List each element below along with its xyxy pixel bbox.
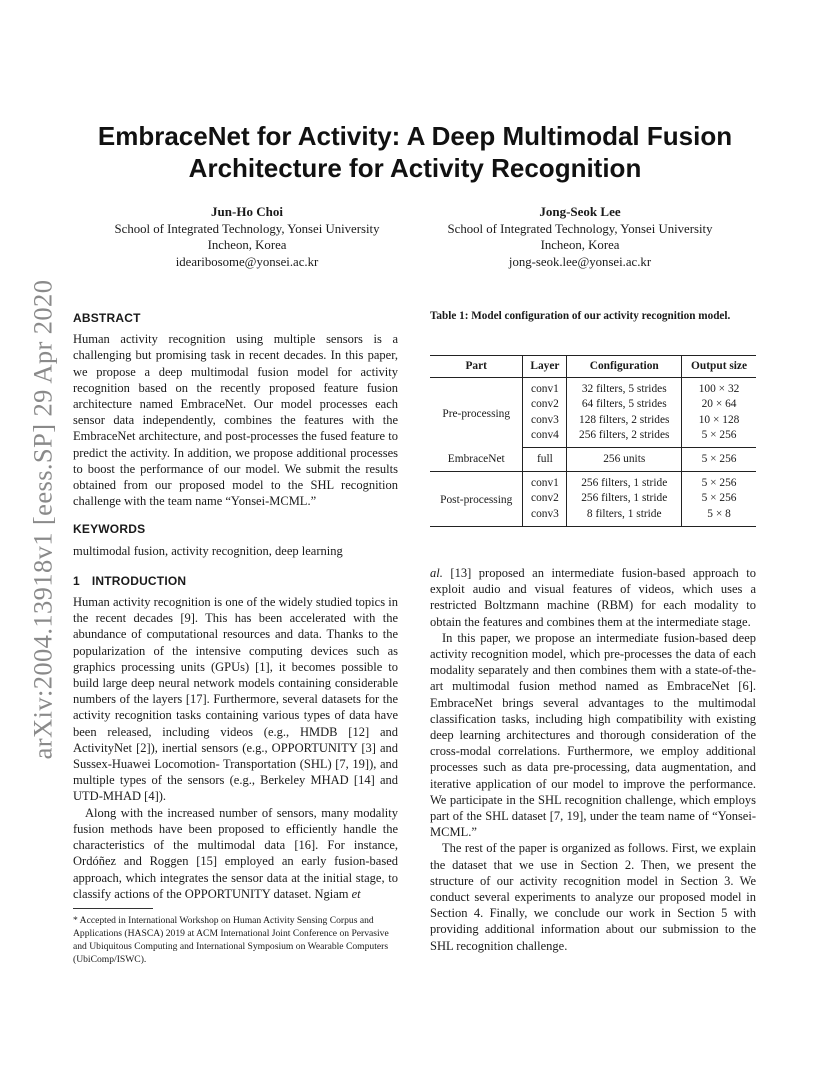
part-cell: Pre-processing [430, 378, 523, 448]
part-cell: EmbraceNet [430, 448, 523, 472]
intro-paragraph-2-continued [430, 565, 756, 630]
footnote-rule [73, 908, 153, 909]
right-column [430, 565, 756, 954]
abstract-text: Human activity recognition using multiple sensors is a challenging but promising task in recent decades. In this paper, we propose a deep multimodal fusion model for activity recognition based on the recently proposed feature fusion architecture named EmbraceNet. Our model processes each sensor data independently, combines the features with the EmbraceNet architecture, and post-processes the fused feature to predict the activity. In addition, we propose additional processes to boost the performance of our model. We submit the results obtained from our proposed model to the SHL recognition challenge with the team name “Yonsei-MCML.” [73, 332, 398, 509]
intro-paragraph-2-continued-text: [13] proposed an intermediate fusion-based approach to exploit audio and visual features of videos, which uses a restricted Boltzmann machine (RBM) for each modality to obtain the features and combines them at the intermediate stage. [430, 566, 756, 629]
output-cell: 5 × 256 [682, 448, 756, 472]
header-layer: Layer [523, 356, 567, 378]
intro-paragraph-3: In this paper, we propose an intermediate fusion-based deep activity recognition model, which pre-processes the data of each modality separately and then combines them with a state-of-the-art multimodal fusion method named as EmbraceNet [6]. EmbraceNet brings several advantages to the multimodal classification tasks, including high compatibility with existing deep learning architectures and thorough consideration of the cross-modal correlations. Furthermore, we employ additional processes such as data pre-processing, data augmentation, and iterative application of our model to improve the performance. We participate in the SHL recognition challenge, which employs part of the SHL dataset [7, 19], under the team name of “Yonsei-MCML.” [430, 630, 756, 840]
left-column [73, 310, 398, 902]
header-output-size: Output size [682, 356, 756, 378]
header-part: Part [430, 356, 523, 378]
table-caption: Table 1: Model configuration of our activity recognition model. [430, 310, 731, 322]
author-location: Incheon, Korea [207, 238, 287, 252]
config-cell: 256 filters, 1 stride [567, 472, 682, 492]
output-cell: 10 × 128 [698, 413, 740, 426]
arxiv-stamp-text: arXiv:2004.13918v1 [eess.SP] 29 Apr 2020 [27, 279, 58, 759]
output-cell: 5 × 8 [707, 507, 731, 520]
output-cell: 5 × 256 [682, 428, 756, 448]
author-block-1 [72, 204, 422, 270]
layer-cell: conv3 [523, 507, 567, 527]
intro-paragraph-2-text: Along with the increased number of sensors, many modality fusion methods have been proposed to efficiently handle the characteristics of the multimodal data [16]. For instance, Ordóñez and Roggen [15] employed an early fusion-based approach, which integrates the sensor data at the initial stage, to classify actions of the OPPORTUNITY dataset. Ngiam [73, 805, 398, 901]
layer-cell: conv2 [523, 397, 567, 412]
config-cell: 8 filters, 1 stride [567, 507, 682, 527]
keywords-text: multimodal fusion, activity recognition, deep learning [73, 543, 343, 558]
output-cell: 100 × 32 [698, 383, 740, 396]
section-number: 1 [73, 573, 80, 588]
table-header-row [430, 356, 756, 378]
layer-cell: conv4 [523, 428, 567, 448]
config-cell: 256 filters, 1 stride [567, 491, 682, 506]
intro-paragraph-2 [73, 805, 398, 902]
layer-cell: conv1 [523, 378, 567, 398]
table-row [430, 448, 756, 472]
table-row [430, 378, 756, 398]
header-configuration: Configuration [567, 356, 682, 378]
author-name: Jong-Seok Lee [539, 204, 621, 219]
intro-paragraph-2-continued-italic: al. [430, 566, 443, 580]
title-line-2: Architecture for Activity Recognition [188, 153, 642, 183]
layer-cell: full [523, 448, 567, 472]
output-cell: 5 × 256 [701, 477, 737, 490]
part-cell: Post-processing [430, 472, 523, 527]
configuration-table [430, 355, 756, 527]
author-location: Incheon, Korea [540, 238, 620, 252]
author-email: idearibosome@yonsei.ac.kr [175, 254, 319, 269]
layer-cell: conv2 [523, 491, 567, 506]
section-title: INTRODUCTION [91, 573, 187, 588]
table-row [430, 472, 756, 492]
config-cell: 256 filters, 2 strides [567, 428, 682, 448]
output-cell: 20 × 64 [701, 398, 737, 411]
intro-paragraph-2-italic: et [351, 886, 361, 901]
layer-cell: conv1 [523, 472, 567, 492]
layer-cell: conv3 [523, 413, 567, 428]
author-name: Jun-Ho Choi [211, 204, 283, 219]
config-cell: 128 filters, 2 strides [567, 413, 682, 428]
footnote: * Accepted in International Workshop on Human Activity Sensing Corpus and Applications (HASCA) 2019 at ACM International Joint Conference on Pervasive and Ubiquitous Computing and International Symposium on Wearable Computers (UbiComp/ISWC). [73, 915, 389, 965]
author-block-2 [420, 204, 740, 270]
config-cell: 32 filters, 5 strides [567, 378, 682, 398]
keywords-heading: KEYWORDS [73, 522, 146, 537]
intro-paragraph-4: The rest of the paper is organized as follows. First, we explain the dataset that we use in Section 2. Then, we present the structure of our activity recognition model in Section 3. We conduct several experiments to analyze our proposed model in Section 4. Finally, we conclude our work in Section 5 with providing additional information about our submission to the SHL recognition challenge. [430, 841, 756, 953]
intro-heading [73, 573, 398, 589]
title-line-1: EmbraceNet for Activity: A Deep Multimodal Fusion [97, 121, 733, 151]
author-affiliation: School of Integrated Technology, Yonsei University [114, 221, 380, 236]
author-email: jong-seok.lee@yonsei.ac.kr [508, 254, 652, 269]
config-cell: 64 filters, 5 strides [567, 397, 682, 412]
author-affiliation: School of Integrated Technology, Yonsei University [447, 221, 713, 236]
paper-title [60, 120, 770, 184]
config-cell: 256 units [567, 448, 682, 472]
intro-paragraph-1: Human activity recognition is one of the widely studied topics in the recent decades [9]. This has been accelerated with the abundance of computational resources and data. Thanks to the popularization of the intensive computing devices such as graphics processing units (GPUs) [1], it becomes possible to build large deep neural network models containing considerable numbers of the layers [17]. Furthermore, several datasets for the activity recognition tasks containing various types of data have been released, including videos (e.g., HMDB [12] and ActivityNet [2]), inertial sensors (e.g., OPPORTUNITY [3] and Sussex-Huawei Locomotion- Transportation (SHL) [7, 19]), and multiple types of the sensors (e.g., Berkeley MHAD [14] and UTD-MHAD [4]). [73, 595, 398, 804]
arxiv-stamp [23, 279, 63, 759]
abstract-heading: ABSTRACT [73, 311, 141, 325]
output-cell: 5 × 256 [701, 492, 737, 505]
